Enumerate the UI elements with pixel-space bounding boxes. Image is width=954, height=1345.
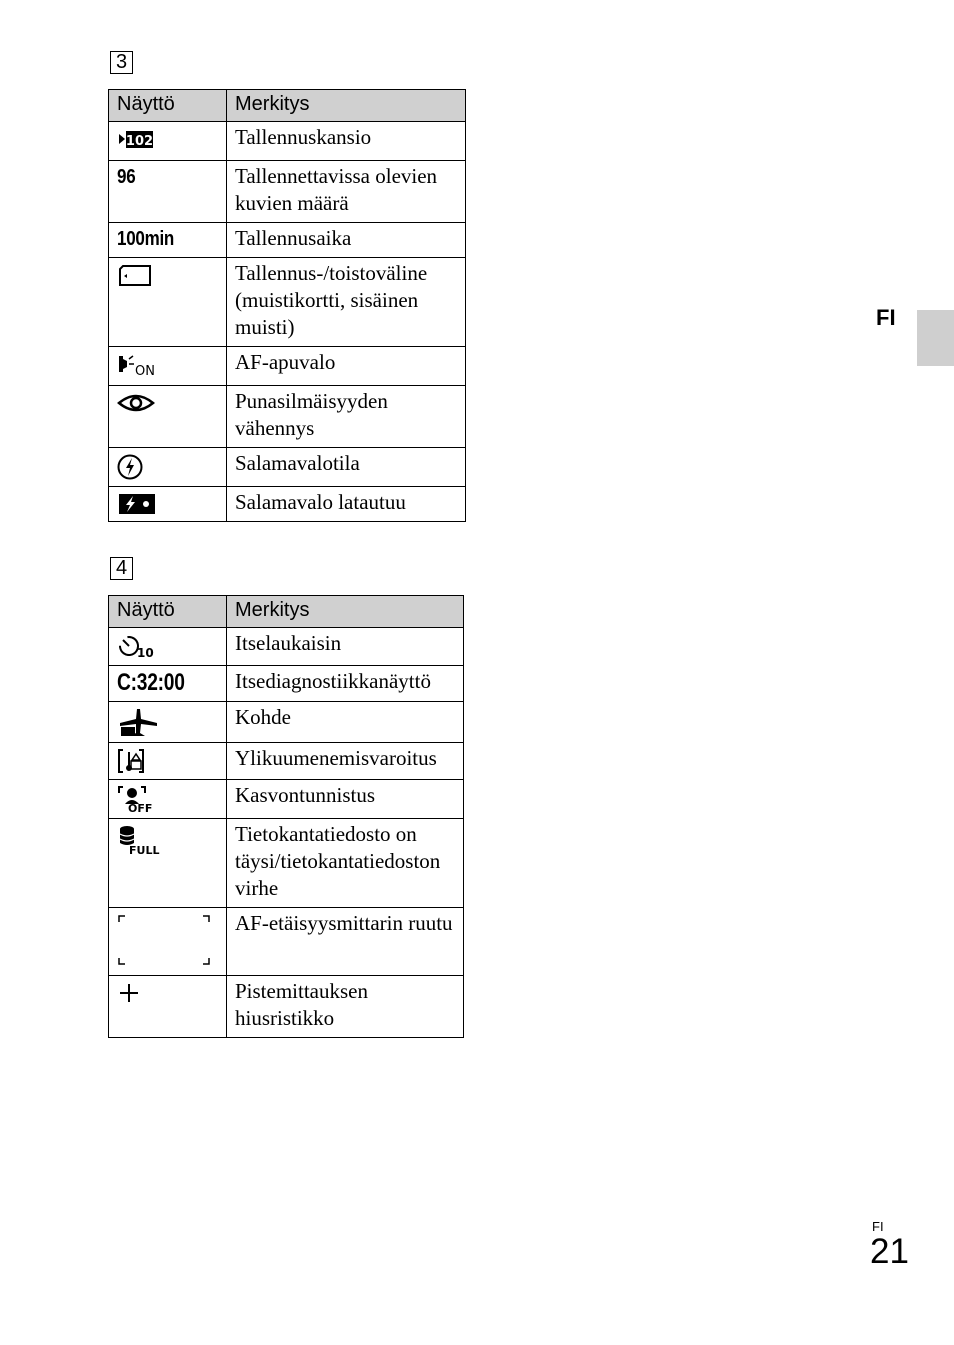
meaning-cell: Tallennus-/toistoväline (muistikortti, sisäinen muisti) <box>227 258 466 347</box>
self-timer-10-icon <box>117 633 157 659</box>
meaning-cell: Tallennettavissa olevien kuvien määrä <box>227 161 466 223</box>
folder-number: 102 <box>125 134 154 149</box>
meaning-cell: Ylikuumenemisvaroitus <box>227 743 464 780</box>
shots-count-label: 96 <box>117 166 136 188</box>
meaning-cell: Punasilmäisyyden vähennys <box>227 386 466 448</box>
header-display: Näyttö <box>109 596 227 628</box>
meaning-cell: Itselaukaisin <box>227 628 464 666</box>
table-row <box>109 702 464 743</box>
section-4-number: 4 <box>110 557 133 580</box>
table-row <box>109 161 466 223</box>
table-row <box>109 347 466 386</box>
table-row <box>109 448 466 487</box>
table-row <box>109 386 466 448</box>
table-row <box>109 908 464 976</box>
af-range-finder-frame-icon <box>115 910 219 970</box>
table-row <box>109 743 464 780</box>
subject-icon <box>117 707 161 737</box>
table-row <box>109 976 464 1038</box>
table-header-row <box>109 596 464 628</box>
meaning-cell: Salamavalo latautuu <box>227 487 466 522</box>
display-table-3 <box>108 89 466 522</box>
header-meaning: Merkitys <box>227 90 466 122</box>
meaning-cell: Tallennusaika <box>227 223 466 258</box>
database-full-icon <box>117 824 165 856</box>
language-tab-label: FI <box>876 305 896 330</box>
memory-card-icon <box>117 263 153 289</box>
db-full-text: FULL <box>129 844 160 856</box>
display-table-4 <box>108 595 464 1038</box>
table-row <box>109 258 466 347</box>
table-row <box>109 122 466 161</box>
table-row <box>109 819 464 908</box>
meaning-cell: Salamavalotila <box>227 448 466 487</box>
meaning-cell: AF-etäisyysmittarin ruutu <box>227 908 464 976</box>
section-3-number: 3 <box>110 51 133 74</box>
meaning-cell: Tallennuskansio <box>227 122 466 161</box>
red-eye-icon <box>117 391 157 417</box>
meaning-cell: Kasvontunnistus <box>227 780 464 819</box>
meaning-cell: Pistemittauksen hiusristikko <box>227 976 464 1038</box>
timer-text: 10 <box>137 646 154 659</box>
header-display: Näyttö <box>109 90 227 122</box>
spot-metering-crosshair-icon <box>117 981 143 1007</box>
meaning-cell: AF-apuvalo <box>227 347 466 386</box>
af-on-text: ON <box>135 364 155 378</box>
recording-time-label: 100min <box>117 228 175 250</box>
header-meaning: Merkitys <box>227 596 464 628</box>
overheat-warning-icon <box>117 748 151 774</box>
folder-102-icon <box>117 127 157 151</box>
meaning-cell: Tietokantatiedosto on täysi/tietokantatiedoston virhe <box>227 819 464 908</box>
table-row <box>109 487 466 522</box>
footer-language: FI <box>872 1219 884 1234</box>
table-row <box>109 666 464 702</box>
flash-mode-icon <box>117 453 147 481</box>
table-header-row <box>109 90 466 122</box>
table-row <box>109 780 464 819</box>
self-diagnosis-code: C:32:00 <box>117 669 185 696</box>
flash-charging-icon <box>117 492 157 516</box>
table-row <box>109 628 464 666</box>
meaning-cell: Itsediagnostiikkanäyttö <box>227 666 464 702</box>
face-off-text: OFF <box>128 802 153 813</box>
meaning-cell: Kohde <box>227 702 464 743</box>
page-number: 21 <box>870 1232 909 1271</box>
table-row <box>109 223 466 258</box>
face-detection-off-icon <box>117 785 161 813</box>
language-tab-marker <box>917 310 954 366</box>
af-illuminator-on-icon <box>117 352 163 378</box>
